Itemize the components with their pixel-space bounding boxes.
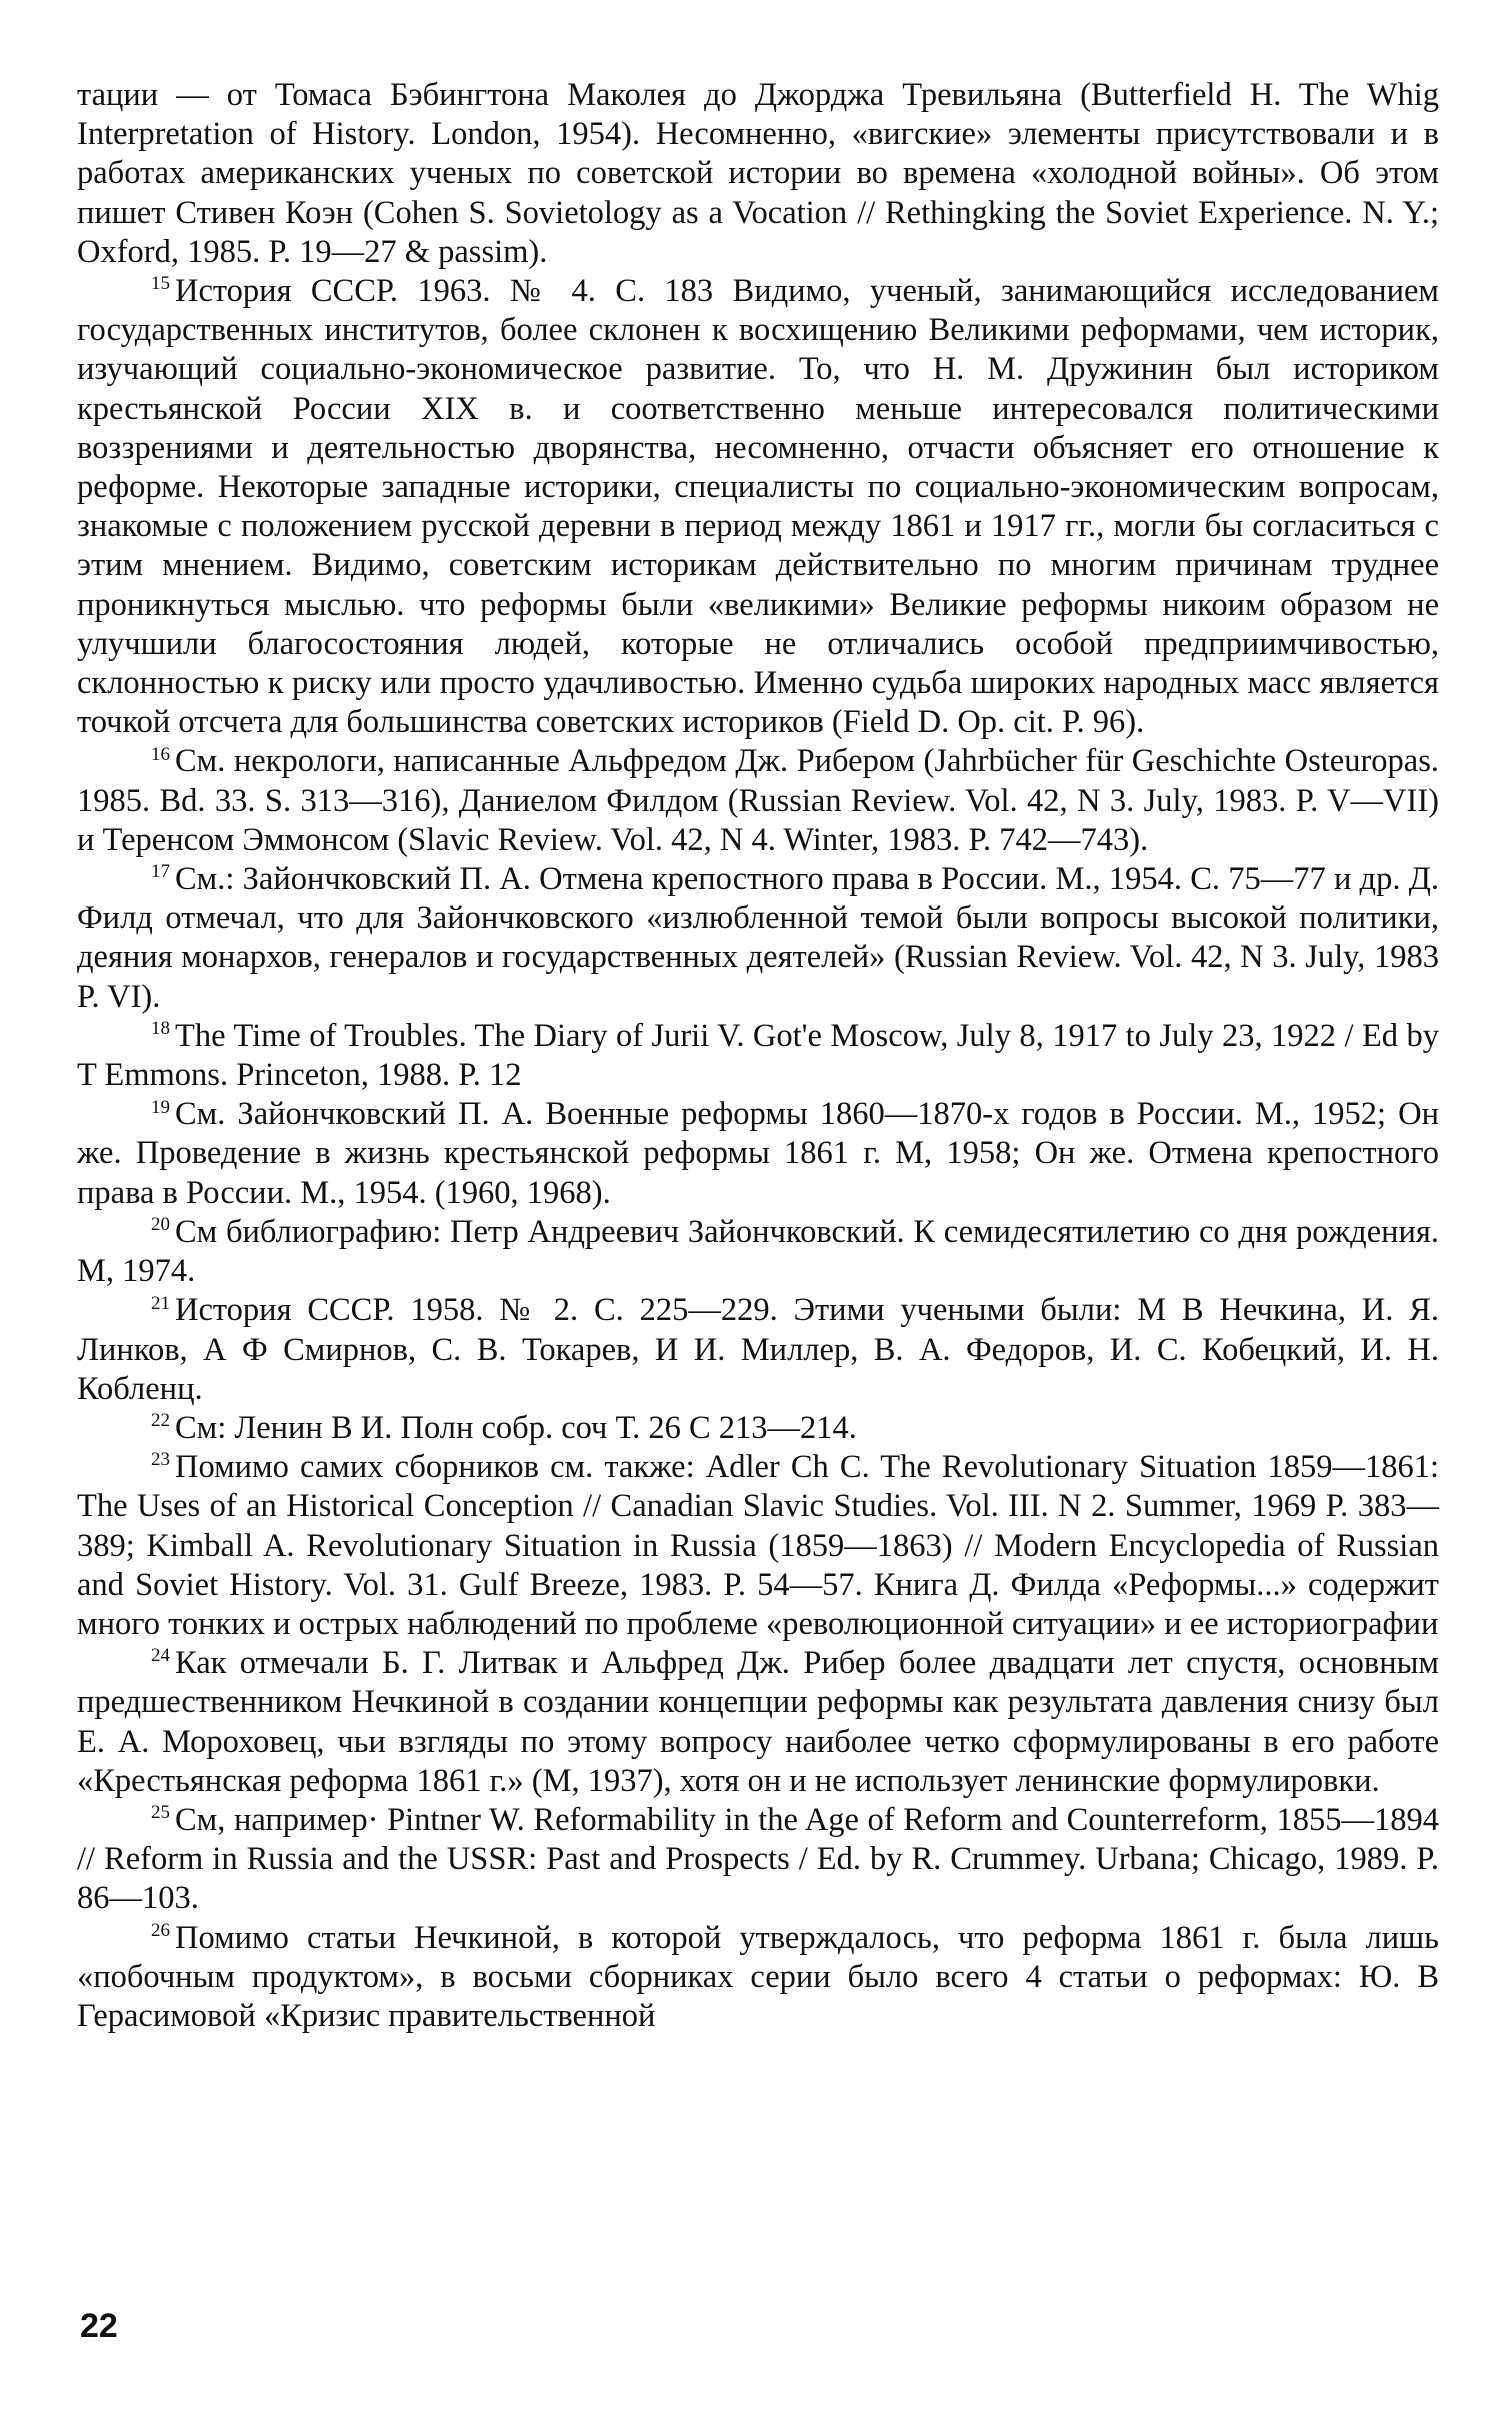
footnote-marker: 23 [151, 1449, 170, 1471]
footnote-marker: 22 [151, 1410, 170, 1432]
footnote-17 [77, 860, 1439, 1017]
footnote-text: См. некрологи, написанные Альфредом Дж. Рибером (Jahrbücher für Geschichte Osteuropas. 1985. Bd. 33. S. 313—316), Даниелом Филдом (Russian Review. Vol. 42, N 3. July, 1983. P. V—VII) и Теренсом Эммонсом (Slavic Review. Vol. 42, N 4. Winter, 1983. P. 742—743). [77, 743, 1439, 858]
footnote-19 [77, 1095, 1439, 1213]
footnote-marker: 17 [151, 861, 170, 883]
footnote-text: См.: Зайончковский П. А. Отмена крепостного права в России. М., 1954. С. 75—77 и др. Д. Филд отмечал, что для Зайончковского «излюбленной темой были вопросы высокой политики, деяния монархов, генералов и государственных деятелей» (Russian Review. Vol. 42, N 3. July, 1983 P. VI). [77, 861, 1439, 1015]
footnote-marker: 18 [151, 1018, 170, 1040]
footnote-text: Помимо самих сборников см. также: Adler Ch C. The Revolutionary Situation 1859—1861: The Uses of an Historical Conception // Canadian Slavic Studies. Vol. III. N 2. Summer, 1969 P. 383—389; Kimball A. Revolutionary Situation in Russia (1859—1863) // Modern Encyclopedia of Russian and Soviet History. Vol. 31. Gulf Breeze, 1983. P. 54—57. Книга Д. Филда «Реформы...» содержит много тонких и острых наблюдений по проблеме «революционной ситуации» и ее историографии [77, 1449, 1439, 1642]
footnote-text: История СССР. 1958. № 2. С. 225—229. Этими учеными были: М В Нечкина, И. Я. Линков, А Ф Смирнов, С. В. Токарев, И И. Миллер, В. А. Федоров, И. С. Кобецкий, И. Н. Кобленц. [77, 1292, 1439, 1407]
footnote-text: The Time of Troubles. The Diary of Jurii V. Got'e Moscow, July 8, 1917 to July 23, 1922 / Ed by T Emmons. Princeton, 1988. P. 12 [77, 1017, 1439, 1094]
footnote-continuation [77, 76, 1439, 272]
footnote-15 [77, 272, 1439, 742]
footnote-marker: 25 [151, 1802, 170, 1824]
footnote-22 [77, 1409, 1439, 1448]
footnote-23 [77, 1448, 1439, 1644]
footnote-text: См библиографию: Петр Андреевич Зайончковский. К семидесятилетию со дня рождения. М, 1974. [77, 1213, 1439, 1290]
footnote-text: Помимо статьи Нечкиной, в которой утверждалось, что реформа 1861 г. была лишь «побочным продуктом», в восьми сборниках серии было всего 4 статьи о реформах: Ю. В Герасимовой «Кризис правительственной [77, 1919, 1439, 2034]
footnote-marker: 26 [151, 1919, 170, 1941]
footnote-marker: 16 [151, 743, 170, 765]
page-number: 22 [80, 2307, 118, 2345]
footnote-marker: 15 [151, 273, 170, 295]
page-text-block [77, 76, 1439, 2336]
footnote-text: См. Зайончковский П. А. Военные реформы 1860—1870-х годов в России. М., 1952; Он же. Проведение в жизнь крестьянской реформы 1861 г. М, 1958; Он же. Отмена крепостного права в России. М., 1954. (1960, 1968). [77, 1096, 1439, 1211]
footnote-text: История СССР. 1963. № 4. С. 183 Видимо, ученый, занимающийся исследованием государственных институтов, более склонен к восхищению Великими реформами, чем историк, изучающий социально-экономическое развитие. То, что Н. М. Дружинин был историком крестьянской России XIX в. и соответственно меньше интересовался политическими воззрениями и деятельностью дворянства, несомненно, отчасти объясняет его отношение к реформе. Некоторые западные историки, специалисты по социально-экономическим вопросам, знакомые с положением русской деревни в период между 1861 и 1917 гг., могли бы согласиться с этим мнением. Видимо, советским историкам действительно по многим причинам труднее проникнуться мыслью. что реформы были «великими» Великие реформы никоим образом не улучшили благосостояния людей, которые не отличались особой предприимчивостью, склонностью к риску или просто удачливостью. Именно судьба широких народных масс является точкой отсчета для большинства советских историков (Field D. Op. cit. P. 96). [77, 273, 1439, 741]
footnote-marker: 19 [151, 1096, 170, 1118]
footnote-26 [77, 1919, 1439, 2037]
footnote-24 [77, 1644, 1439, 1801]
footnote-text: См: Ленин В И. Полн собр. соч Т. 26 С 213—214. [175, 1409, 857, 1446]
footnote-text: Как отмечали Б. Г. Литвак и Альфред Дж. Рибер более двадцати лет спустя, основным предшественником Нечкиной в создании концепции реформы как результата давления снизу был Е. А. Мороховец, чьи взгляды по этому вопросу наиболее четко сформулированы в его работе «Крестьянская реформа 1861 г.» (М, 1937), хотя он и не использует ленинские формулировки. [77, 1645, 1439, 1799]
footnote-text: См, например· Pintner W. Reformability in the Age of Reform and Counterreform, 1855—1894 // Reform in Russia and the USSR: Past and Prospects / Ed. by R. Crummey. Urbana; Chicago, 1989. P. 86—103. [77, 1801, 1439, 1917]
footnote-16 [77, 742, 1439, 860]
paragraph-text: тации — от Томаса Бэбингтона Маколея до Джорджа Тревильяна (Butterfield H. The Whig Interpretation of History. London, 1954). Несомненно, «вигские» элементы присутствовали и в работах американских ученых по советской истории во времена «холодной войны». Об этом пишет Стивен Коэн (Cohen S. Sovietology as a Vocation // Rethingking the Soviet Experience. N. Y.; Oxford, 1985. P. 19—27 & passim). [77, 77, 1439, 270]
footnote-20 [77, 1213, 1439, 1291]
footnote-18 [77, 1017, 1439, 1095]
footnote-marker: 20 [151, 1214, 170, 1236]
footnote-marker: 21 [151, 1292, 170, 1314]
footnote-marker: 24 [151, 1645, 170, 1667]
footnote-25 [77, 1801, 1439, 1919]
footnote-21 [77, 1291, 1439, 1409]
